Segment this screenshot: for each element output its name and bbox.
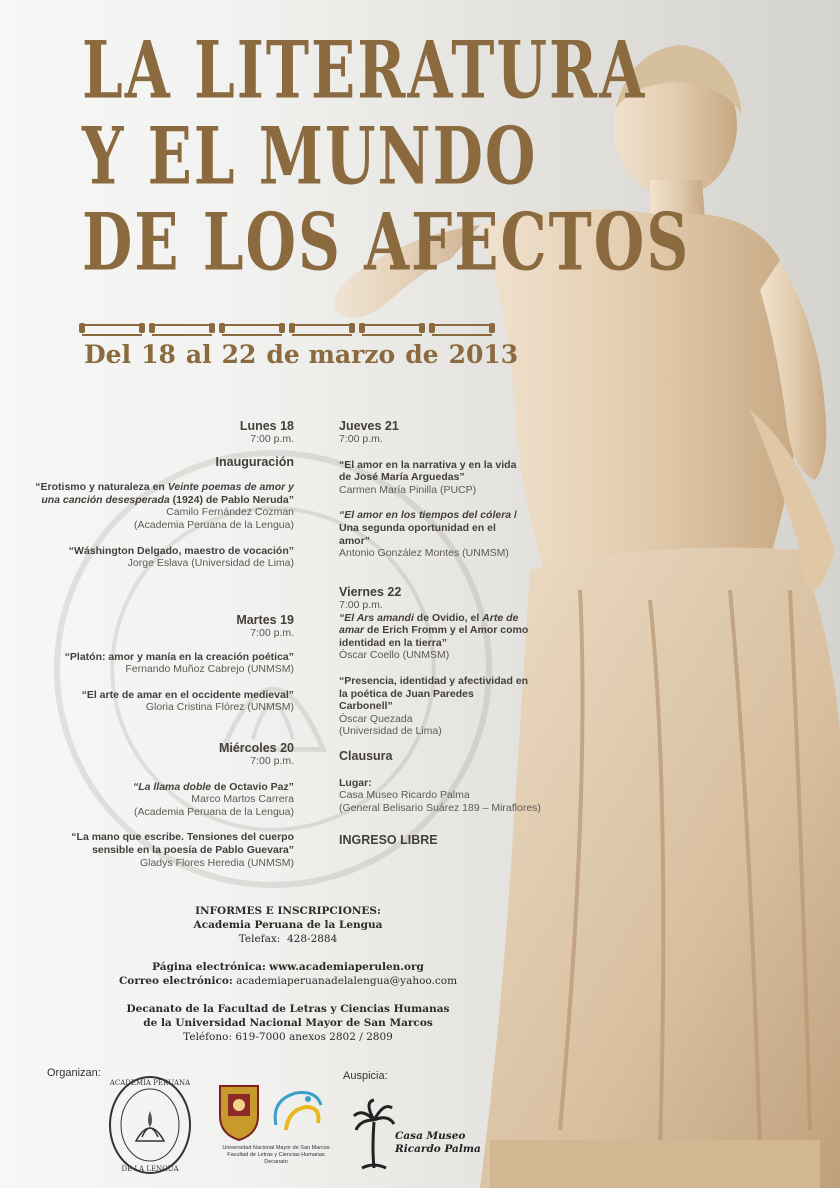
- talk-title: “Presencia, identidad y afectividad en la poética de Juan Paredes Carbonell”: [339, 674, 529, 713]
- day-heading: Jueves 21: [339, 419, 399, 433]
- faculty-letras-logo: [266, 1085, 326, 1140]
- phone-line: Teléfono: 619-7000 anexos 2802 / 2809: [183, 1031, 393, 1043]
- casa-museo-line: Ricardo Palma: [395, 1143, 481, 1155]
- talk-title: “El amor en la narrativa y en la vida de José María Arguedas”: [339, 458, 517, 484]
- info-org: Academia Peruana de la Lengua: [193, 919, 383, 931]
- speaker: Fernando Muñoz Cabrejo (UNMSM): [125, 663, 294, 676]
- talk-text: “Erotismo y naturaleza en: [35, 481, 168, 494]
- svg-text:DE LA LENGUA: DE LA LENGUA: [121, 1165, 179, 1173]
- date-word: al: [185, 340, 212, 369]
- talk-title: “La mano que escribe. Tensiones del cuerpo sensible en la poesía de Pablo Guevara”: [71, 831, 294, 856]
- unmsm-caption-line: Facultad de Letras y Ciencias Humanas: [227, 1152, 325, 1158]
- speaker: Marco Martos Carrera: [191, 793, 294, 806]
- speaker-institution: (Academia Peruana de la Lengua): [134, 805, 294, 818]
- free-entry: INGRESO LIBRE: [339, 833, 438, 848]
- talk-book-title: “La llama doble: [132, 780, 212, 793]
- talk-book-title: “El amor en los tiempos del cólera: [339, 509, 512, 522]
- faculty-line-2: de la Universidad Nacional Mayor de San Marcos: [143, 1017, 433, 1029]
- closing-heading: Clausura: [339, 748, 393, 763]
- ornament-bar: [432, 324, 492, 336]
- speaker: Carmen María Pinilla (PUCP): [339, 483, 477, 496]
- event-dates: [84, 340, 528, 369]
- day-time: 7:00 p.m.: [250, 433, 294, 445]
- title-line-1: LA LITERATURA: [82, 24, 647, 117]
- ornament-bar: [362, 324, 422, 336]
- day-time: 7:00 p.m.: [250, 627, 294, 639]
- ornament-bar: [152, 324, 212, 336]
- unmsm-caption-line: Universidad Nacional Mayor de San Marcos: [222, 1145, 330, 1151]
- talk-text: / Una segunda oportunidad en el amor”: [339, 509, 517, 547]
- talk-text: de Erich Fromm y el Amor como identidad en la tierra”: [339, 624, 529, 649]
- speaker-institution: (Universidad de Lima): [339, 725, 442, 738]
- web-label: Página electrónica:: [152, 961, 266, 973]
- venue-label: Lugar:: [339, 776, 372, 789]
- organizers-label: Organizan:: [47, 1067, 101, 1079]
- unmsm-caption-line: Decanato: [264, 1159, 288, 1165]
- schedule-monday: [20, 419, 294, 570]
- talk-title: “Platón: amor y manía en la creación poética”: [64, 650, 294, 663]
- day-time: 7:00 p.m.: [339, 433, 383, 445]
- date-word: 2013: [448, 340, 519, 369]
- speaker-institution: (Academia Peruana de la Lengua): [134, 518, 294, 531]
- venue-name: Casa Museo Ricardo Palma: [339, 789, 470, 802]
- day-time: 7:00 p.m.: [250, 755, 294, 767]
- email-link[interactable]: academiaperuanadelalengua@yahoo.com: [236, 975, 458, 987]
- speaker: Gloria Cristina Flórez (UNMSM): [145, 701, 294, 714]
- palm-tree-icon: [352, 1098, 396, 1172]
- day-heading: Viernes 22: [339, 585, 402, 599]
- casa-museo-line: Casa Museo: [395, 1130, 466, 1142]
- day-heading: Lunes 18: [239, 419, 294, 433]
- ornament-bar: [82, 324, 142, 336]
- talk-text: (1924) de Pablo Neruda”: [169, 493, 294, 506]
- talk-text: de Octavio Paz”: [211, 780, 294, 793]
- talk-book-title: “El Ars amandi: [339, 611, 414, 624]
- faculty-line-1: Decanato de la Facultad de Letras y Ciencias Humanas: [126, 1003, 450, 1015]
- date-word: de: [405, 340, 439, 369]
- day-heading: Miércoles 20: [218, 741, 294, 755]
- telefax-label: Telefax:: [238, 933, 281, 945]
- venue-address: (General Belisario Suárez 189 – Miraflores): [339, 801, 541, 814]
- date-word: 18: [141, 340, 176, 369]
- day-heading: Martes 19: [236, 613, 294, 627]
- date-word: 22: [221, 340, 257, 369]
- talk-title: “Wáshington Delgado, maestro de vocación”: [68, 544, 294, 557]
- talk-title: [20, 481, 294, 506]
- speaker: Óscar Quezada: [339, 712, 413, 725]
- ornament-bar: [222, 324, 282, 336]
- talk-text: de Ovidio, el: [413, 611, 483, 624]
- talk-title: [20, 781, 294, 794]
- info-heading: INFORMES E INSCRIPCIONES:: [195, 905, 381, 917]
- web-link[interactable]: www.academiaperulen.org: [269, 961, 424, 973]
- title-line-2: Y EL MUNDO: [82, 110, 538, 203]
- unmsm-caption: [212, 1145, 340, 1166]
- talk-title: [339, 612, 529, 650]
- speaker: Jorge Eslava (Universidad de Lima): [127, 557, 294, 570]
- talk-book-title: Veinte poemas de amor y una canción desesperada: [41, 481, 294, 506]
- talk-title: “El arte de amar en el occidente medieval”: [81, 688, 294, 701]
- sponsor-label: Auspicia:: [343, 1070, 388, 1082]
- schedule-friday: [339, 585, 559, 847]
- speaker: Camilo Fernández Cozman: [166, 506, 294, 519]
- speaker: Gladys Flores Heredia (UNMSM): [139, 856, 294, 869]
- academia-logo-text: ACADEMIA PERUANA: [109, 1079, 191, 1087]
- talk-title: [339, 509, 529, 547]
- casa-museo-logo-text: [395, 1130, 481, 1156]
- schedule-wednesday: [20, 741, 294, 869]
- unmsm-crest-logo: [216, 1082, 262, 1142]
- date-word: Del: [84, 340, 132, 369]
- title-line-3: DE LOS AFECTOS: [82, 196, 691, 289]
- schedule-tuesday: [20, 613, 294, 714]
- schedule-thursday: [339, 419, 559, 560]
- info-block: [100, 904, 476, 1044]
- email-label: Correo electrónico:: [118, 975, 233, 987]
- speaker: Óscar Coello (UNMSM): [339, 649, 450, 662]
- talk-book-title: Arte de amar: [339, 611, 519, 637]
- section-heading: Inauguración: [215, 454, 294, 469]
- speaker: Antonio González Montes (UNMSM): [339, 547, 509, 560]
- day-time: 7:00 p.m.: [339, 599, 383, 611]
- academia-peruana-logo: [108, 1075, 192, 1175]
- ornament-bar: [292, 324, 352, 336]
- date-word: de marzo: [266, 340, 396, 369]
- telefax-number: 428-2884: [286, 933, 338, 945]
